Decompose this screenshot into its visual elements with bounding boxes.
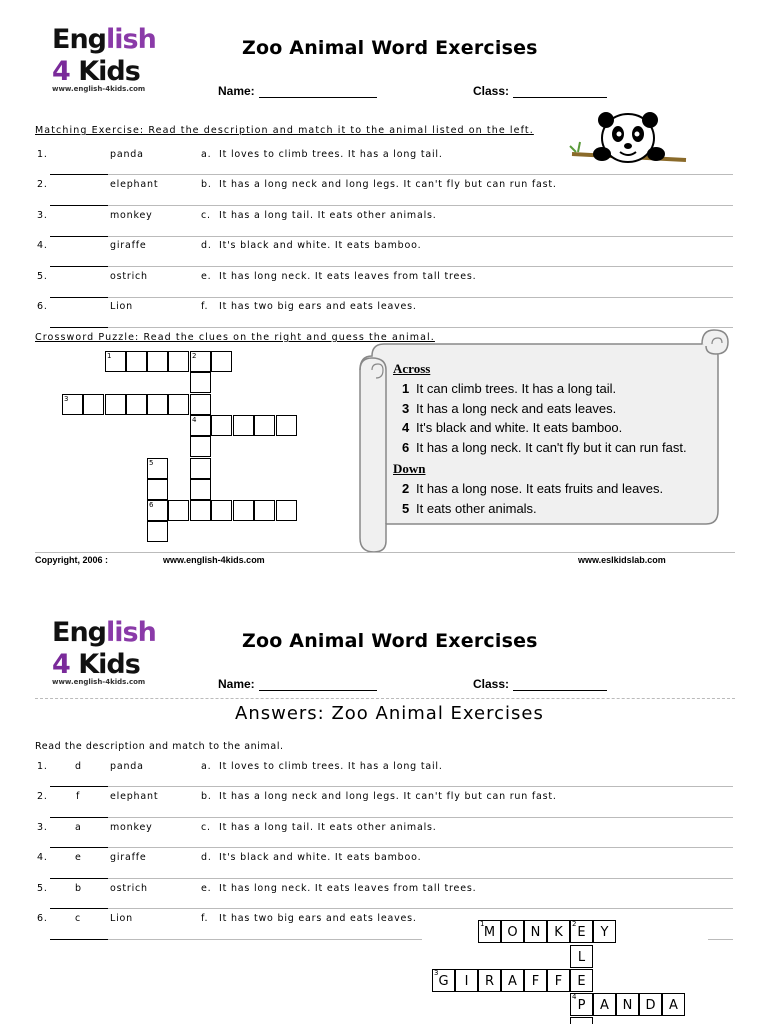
matching-instruction: Matching Exercise: Read the description and match it to the animal listed on the left. (35, 125, 534, 136)
crossword-cell[interactable] (168, 500, 189, 521)
crossword-cell[interactable] (276, 500, 297, 521)
page-title: Zoo Animal Word Exercises (242, 37, 538, 59)
crossword-cell[interactable]: 2 (190, 351, 211, 372)
crossword-cell[interactable] (147, 521, 168, 542)
logo: English 4 Kids www.english-4kids.com (52, 617, 156, 686)
answer-cell: K (547, 920, 570, 943)
answer-cell (570, 1017, 593, 1024)
answer-blank[interactable] (50, 327, 108, 328)
answer-cell: 1 M (478, 920, 501, 943)
answers-instruction: Read the description and match to the animal. (35, 741, 284, 752)
crossword-cell[interactable] (190, 500, 211, 521)
answer-cell: R (478, 969, 501, 992)
class-field[interactable]: Class: (473, 84, 607, 98)
answer-cell: Y (593, 920, 616, 943)
clue-item: 6 It has a long neck. It can't fly but it can run fast. (402, 440, 687, 455)
list-item: 3. (37, 210, 48, 221)
crossword-cell[interactable] (211, 500, 232, 521)
crossword-cell[interactable] (190, 479, 211, 500)
answer-cell: 2 E (570, 920, 593, 943)
crossword-cell[interactable] (211, 415, 232, 436)
answer-cell: N (616, 993, 639, 1016)
answer-cell: A (501, 969, 524, 992)
answer-cell: 4 P (570, 993, 593, 1016)
answer-cell: E (570, 969, 593, 992)
across-heading: Across (393, 361, 431, 376)
crossword-cell[interactable] (190, 394, 211, 415)
answer-cell: A (662, 993, 685, 1016)
list-item: 4. (37, 240, 48, 251)
name-field[interactable]: Name: (218, 677, 377, 691)
answer-blank[interactable] (50, 205, 108, 206)
crossword-cell[interactable] (147, 394, 168, 415)
clue-item: 1 It can climb trees. It has a long tail. (402, 381, 617, 396)
crossword-instruction: Crossword Puzzle: Read the clues on the right and guess the animal. (35, 332, 435, 343)
answer-cell: F (547, 969, 570, 992)
answer-cell: D (639, 993, 662, 1016)
list-item: 6. (37, 301, 48, 312)
class-field[interactable]: Class: (473, 677, 607, 691)
panda-icon (568, 108, 688, 168)
clue-item: 4 It's black and white. It eats bamboo. (402, 420, 623, 435)
footer-link[interactable]: www.eslkidslab.com (578, 555, 666, 565)
crossword-cell[interactable] (83, 394, 104, 415)
list-item: 2. (37, 791, 48, 802)
answer-cell: 3 G (432, 969, 455, 992)
answer-cell: O (501, 920, 524, 943)
clue-item: 3 It has a long neck and eats leaves. (402, 401, 617, 416)
crossword-cell[interactable] (254, 500, 275, 521)
list-item: 2. (37, 179, 48, 190)
crossword-cell[interactable]: 4 (190, 415, 211, 436)
crossword-cell[interactable] (105, 394, 126, 415)
list-item: 3. (37, 822, 48, 833)
answers-title: Answers: Zoo Animal Exercises (235, 703, 544, 724)
list-item: 5. (37, 271, 48, 282)
answer-blank[interactable] (50, 236, 108, 237)
answer-blank[interactable] (50, 266, 108, 267)
clue-item: 2 It has a long nose. It eats fruits and leaves. (402, 481, 664, 496)
crossword-cell[interactable] (168, 351, 189, 372)
crossword-cell[interactable] (276, 415, 297, 436)
crossword-cell[interactable] (190, 372, 211, 393)
clue-item: 5 It eats other animals. (402, 501, 537, 516)
list-item: 5. (37, 883, 48, 894)
copyright: Copyright, 2006 : (35, 555, 109, 565)
answer-cell: A (593, 993, 616, 1016)
answer-cell: F (524, 969, 547, 992)
list-item: 6. (37, 913, 48, 924)
answer-cell: I (455, 969, 478, 992)
crossword-cell[interactable] (254, 415, 275, 436)
crossword-cell[interactable]: 6 (147, 500, 168, 521)
footer-link[interactable]: www.english-4kids.com (163, 555, 265, 565)
crossword-cell[interactable] (126, 351, 147, 372)
crossword-cell[interactable] (233, 500, 254, 521)
crossword-cell[interactable]: 5 (147, 458, 168, 479)
answer-blank[interactable] (50, 297, 108, 298)
crossword-cell[interactable]: 1 (105, 351, 126, 372)
crossword-cell[interactable] (168, 394, 189, 415)
answer-cell: L (570, 945, 593, 968)
name-field[interactable]: Name: (218, 84, 377, 98)
down-heading: Down (393, 461, 426, 476)
logo: English 4 Kids www.english-4kids.com (52, 24, 156, 93)
list-item: 1. (37, 149, 48, 160)
crossword-cell[interactable] (190, 458, 211, 479)
logo-url: www.english-4kids.com (52, 85, 146, 93)
answer-blank[interactable] (50, 174, 108, 175)
crossword-cell[interactable] (126, 394, 147, 415)
answer-cell: N (524, 920, 547, 943)
crossword-cell[interactable] (233, 415, 254, 436)
crossword-cell[interactable] (147, 479, 168, 500)
crossword-cell[interactable]: 3 (62, 394, 83, 415)
page-title: Zoo Animal Word Exercises (242, 630, 538, 652)
crossword-cell[interactable] (190, 436, 211, 457)
crossword-cell[interactable] (147, 351, 168, 372)
logo-url: www.english-4kids.com (52, 678, 146, 686)
list-item: 4. (37, 852, 48, 863)
crossword-cell[interactable] (211, 351, 232, 372)
list-item: 1. (37, 761, 48, 772)
